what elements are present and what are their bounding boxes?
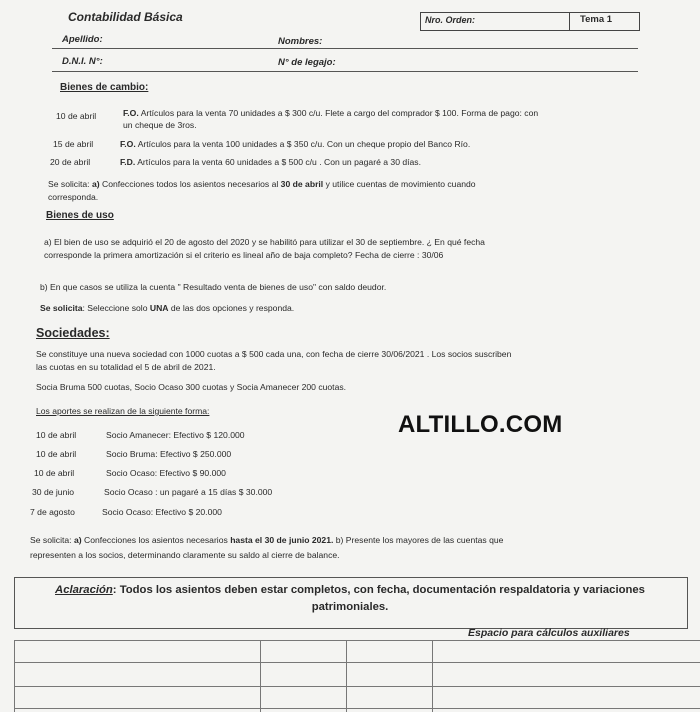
dni-line xyxy=(52,71,638,72)
subject-title: Contabilidad Básica xyxy=(68,10,183,24)
uso-option-a: a) El bien de uso se adquirió el 20 de agosto del 2020 y se habilitó para utilizar el 30 de septiembre. ¿ En qué fecha xyxy=(44,237,485,247)
grid-line xyxy=(14,662,700,663)
aporte-date: 10 de abril xyxy=(34,468,75,478)
bienes-uso-heading: Bienes de uso xyxy=(46,210,114,221)
sociedades-request: Se solicita: a) Confecciones los asientos necesarios hasta el 30 de junio 2021. b) Presente los mayores de las cuentas que xyxy=(30,535,504,545)
aporte-desc: Socio Amanecer: Efectivo $ 120.000 xyxy=(106,430,245,440)
auxiliary-space-label: Espacio para cálculos auxiliares xyxy=(468,627,630,639)
watermark-text: ALTILLO.COM xyxy=(398,411,563,438)
entry-text: F.O. Artículos para la venta 100 unidades a $ 350 c/u. Con un cheque propio del Banco Río. xyxy=(120,139,471,149)
entry-date: 20 de abril xyxy=(50,157,91,167)
aporte-date: 10 de abril xyxy=(36,430,77,440)
aportes-heading: Los aportes se realizan de la siguiente forma: xyxy=(36,406,210,416)
entry-text: F.D. Artículos para la venta 60 unidades a $ 500 c/u . Con un pagaré a 30 días. xyxy=(120,157,421,167)
file-label: N° de legajo: xyxy=(278,57,336,68)
entry-date: 15 de abril xyxy=(53,139,94,149)
clarification-text: Aclaración: Todos los asientos deben estar completos, con fecha, documentación respaldatoria y variaciones patrimoniales. xyxy=(55,584,645,613)
dni-label: D.N.I. N°: xyxy=(62,56,103,67)
order-label: Nro. Orden: xyxy=(425,15,476,25)
grid-line xyxy=(14,686,700,687)
grid-column xyxy=(432,640,433,712)
aporte-desc: Socio Bruma: Efectivo $ 250.000 xyxy=(106,449,232,459)
uso-option-b: b) En que casos se utiliza la cuenta " Resultado venta de bienes de uso" con saldo deudor. xyxy=(40,282,387,292)
entry-text: F.O. Artículos para la venta 70 unidades a $ 300 c/u. Flete a cargo del comprador $ 100. Forma de pago: con xyxy=(123,108,539,118)
aporte-desc: Socio Ocaso: Efectivo $ 90.000 xyxy=(106,468,226,478)
grid-line xyxy=(14,708,700,709)
sociedades-paragraph: Se constituye una nueva sociedad con 1000 cuotas a $ 500 cada una, con fecha de cierre 30/06/2021 . Los socios suscriben xyxy=(36,349,512,359)
aporte-desc: Socio Ocaso : un pagaré a 15 días $ 30.000 xyxy=(104,487,273,497)
cambio-request: Se solicita: a) Confecciones todos los asientos necesarios al 30 de abril y utilice cuentas de movimiento cuando xyxy=(48,179,476,189)
grid-column xyxy=(14,640,15,712)
uso-option-a-cont: corresponde la primera amortización si el criterio es lineal año de baja completo? Fecha de cierre : 30/06 xyxy=(44,250,444,260)
cambio-request-cont: corresponda. xyxy=(48,192,99,202)
topic-label: Tema 1 xyxy=(580,14,613,25)
bienes-cambio-heading: Bienes de cambio: xyxy=(60,82,149,93)
name-line xyxy=(52,48,638,49)
surname-label: Apellido: xyxy=(62,34,103,45)
grid-line xyxy=(14,640,700,641)
sociedades-request-cont: representen a los socios, determinando claramente su saldo al cierre de balance. xyxy=(30,550,340,560)
entry-date: 10 de abril xyxy=(56,111,97,121)
names-label: Nombres: xyxy=(278,36,323,47)
sociedades-heading: Sociedades: xyxy=(36,326,110,340)
aporte-desc: Socio Ocaso: Efectivo $ 20.000 xyxy=(102,507,222,517)
uso-request: Se solicita: Seleccione solo UNA de las dos opciones y responda. xyxy=(40,303,295,313)
aporte-date: 30 de junio xyxy=(32,487,75,497)
sociedades-quotas: Socia Bruma 500 cuotas, Socio Ocaso 300 cuotas y Socia Amanecer 200 cuotas. xyxy=(36,382,347,392)
grid-column xyxy=(260,640,261,712)
entry-text-cont: un cheque de 3ros. xyxy=(123,120,197,130)
aporte-date: 10 de abril xyxy=(36,449,77,459)
aporte-date: 7 de agosto xyxy=(30,507,75,517)
sociedades-paragraph-cont: las cuotas en su totalidad el 5 de abril de 2021. xyxy=(36,362,216,372)
grid-column xyxy=(346,640,347,712)
